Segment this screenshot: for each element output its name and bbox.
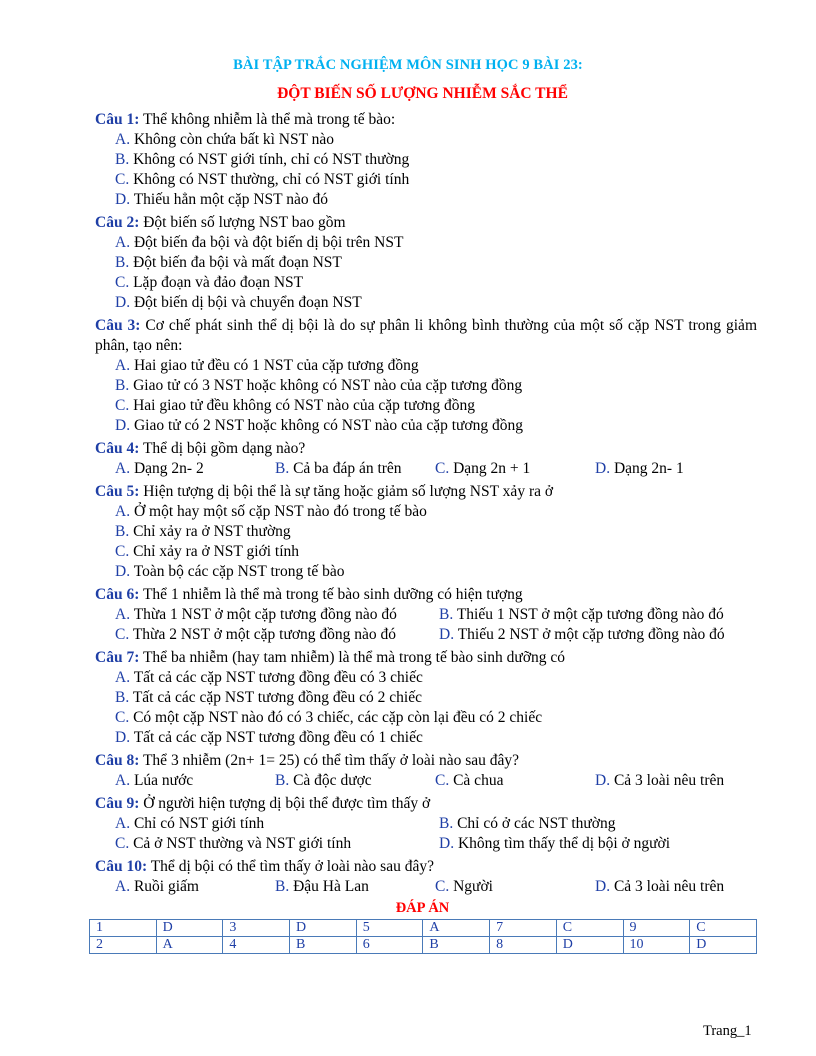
- table-cell: 8: [490, 937, 557, 954]
- question-label: Câu 1:: [95, 111, 140, 128]
- question-text: Thể ba nhiễm (hay tam nhiễm) là thể mà trong tế bào sinh dưỡng có: [142, 649, 566, 666]
- answer-key-table: [89, 919, 757, 954]
- option: C. Chỉ xảy ra ở NST giới tính: [115, 543, 300, 560]
- question-4: [95, 439, 757, 479]
- option: D. Toàn bộ các cặp NST trong tế bào: [115, 563, 345, 580]
- option: A. Dạng 2n- 2: [115, 460, 204, 477]
- option: B. Không có NST giới tính, chỉ có NST thường: [115, 151, 410, 168]
- option: B. Chỉ xảy ra ở NST thường: [115, 523, 291, 540]
- option: C. Thừa 2 NST ở một cặp tương đồng nào đó: [115, 626, 397, 643]
- option: A. Hai giao tử đều có 1 NST của cặp tương đồng: [115, 357, 419, 374]
- question-text: Cơ chế phát sinh thể dị bội là do sự phân li không bình thường của một số cặp NST trong giảm phân, tạo nên:: [95, 317, 757, 354]
- question-label: Câu 6:: [95, 586, 140, 603]
- option: A. Không còn chứa bất kì NST nào: [115, 131, 335, 148]
- option: D. Dạng 2n- 1: [595, 460, 684, 477]
- question-list: [95, 110, 757, 897]
- option: A. Thừa 1 NST ở một cặp tương đồng nào đó: [115, 606, 397, 623]
- option: B. Cả ba đáp án trên: [275, 460, 402, 477]
- question-label: Câu 4:: [95, 440, 140, 457]
- question-6: [95, 585, 757, 645]
- option: D. Không tìm thấy thể dị bội ở người: [439, 835, 671, 852]
- question-label: Câu 9:: [95, 795, 140, 812]
- table-cell: D: [556, 937, 623, 954]
- table-cell: 1: [90, 920, 157, 937]
- option: D. Giao tử có 2 NST hoặc không có NST nào của cặp tương đồng: [115, 417, 523, 434]
- option: D. Cả 3 loài nêu trên: [595, 772, 725, 789]
- option-row: [95, 771, 757, 791]
- option: C. Hai giao tử đều không có NST nào của cặp tương đồng: [115, 397, 476, 414]
- option-row: [95, 625, 757, 645]
- option: A. Lúa nước: [115, 772, 194, 789]
- option: A. Ở một hay một số cặp NST nào đó trong tế bào: [115, 503, 427, 520]
- question-3: [95, 316, 757, 436]
- table-cell: A: [423, 920, 490, 937]
- question-label: Câu 3:: [95, 317, 141, 334]
- table-cell: A: [156, 937, 223, 954]
- table-cell: 2: [90, 937, 157, 954]
- option: B. Đậu Hà Lan: [275, 878, 369, 895]
- table-row: [90, 920, 757, 937]
- table-cell: C: [690, 920, 757, 937]
- option: D. Tất cả các cặp NST tương đồng đều có 1 chiếc: [115, 729, 423, 746]
- question-10: [95, 857, 757, 897]
- option-row: [95, 459, 757, 479]
- option: C. Không có NST thường, chỉ có NST giới tính: [115, 171, 410, 188]
- question-text: Thể 3 nhiễm (2n+ 1= 25) có thể tìm thấy ở loài nào sau đây?: [142, 752, 520, 769]
- question-text: Thể dị bội gồm dạng nào?: [142, 440, 306, 457]
- question-text: Hiện tượng dị bội thể là sự tăng hoặc giảm số lượng NST xảy ra ở: [143, 483, 554, 500]
- option: A. Tất cả các cặp NST tương đồng đều có 3 chiếc: [115, 669, 423, 686]
- option: A. Ruồi giấm: [115, 878, 199, 895]
- table-cell: B: [423, 937, 490, 954]
- question-5: [95, 482, 757, 582]
- option: B. Giao tử có 3 NST hoặc không có NST nào của cặp tương đồng: [115, 377, 523, 394]
- question-text: Thể không nhiễm là thể mà trong tế bào:: [142, 111, 396, 128]
- question-label: Câu 2:: [95, 214, 140, 231]
- page-footer: Trang_1: [703, 1023, 752, 1039]
- option: B. Chỉ có ở các NST thường: [439, 815, 616, 832]
- table-cell: D: [290, 920, 357, 937]
- table-cell: 9: [623, 920, 690, 937]
- option: C. Dạng 2n + 1: [435, 460, 531, 477]
- question-9: [95, 794, 757, 854]
- table-cell: D: [690, 937, 757, 954]
- option-row: [95, 605, 757, 625]
- table-cell: B: [290, 937, 357, 954]
- option: A. Đột biến đa bội và đột biến dị bội trên NST: [115, 234, 404, 251]
- table-cell: 4: [223, 937, 290, 954]
- question-text: Đột biến số lượng NST bao gồm: [143, 214, 346, 231]
- table-cell: 7: [490, 920, 557, 937]
- option: D. Cả 3 loài nêu trên: [595, 878, 725, 895]
- option: C. Lặp đoạn và đảo đoạn NST: [115, 274, 304, 291]
- table-cell: 10: [623, 937, 690, 954]
- table-cell: 6: [356, 937, 423, 954]
- question-label: Câu 8:: [95, 752, 140, 769]
- question-2: [95, 213, 757, 313]
- option-row: [95, 834, 757, 854]
- table-cell: D: [156, 920, 223, 937]
- option: D. Đột biến dị bội và chuyển đoạn NST: [115, 294, 362, 311]
- question-text: Thể 1 nhiễm là thể mà trong tế bào sinh dưỡng có hiện tượng: [142, 586, 523, 603]
- table-cell: 3: [223, 920, 290, 937]
- question-label: Câu 7:: [95, 649, 140, 666]
- option: A. Chỉ có NST giới tính: [115, 815, 265, 832]
- option: C. Có một cặp NST nào đó có 3 chiếc, các cặp còn lại đều có 2 chiếc: [115, 709, 543, 726]
- option: B. Cà độc dược: [275, 772, 372, 789]
- option: D. Thiếu hẳn một cặp NST nào đó: [115, 191, 328, 208]
- document-subtitle: ĐỘT BIẾN SỐ LƯỢNG NHIỄM SẮC THỂ: [277, 85, 568, 102]
- table-cell: 5: [356, 920, 423, 937]
- option: C. Người: [435, 878, 493, 895]
- option: B. Đột biến đa bội và mất đoạn NST: [115, 254, 342, 271]
- question-text: Ở người hiện tượng dị bội thể được tìm thấy ở: [143, 795, 431, 812]
- question-label: Câu 10:: [95, 858, 148, 875]
- question-label: Câu 5:: [95, 483, 140, 500]
- question-8: [95, 751, 757, 791]
- option: B. Tất cả các cặp NST tương đồng đều có 2 chiếc: [115, 689, 422, 706]
- table-cell: C: [556, 920, 623, 937]
- answer-key-title: ĐÁP ÁN: [395, 900, 450, 916]
- question-text: Thể dị bội có thể tìm thấy ở loài nào sau đây?: [150, 858, 434, 875]
- option: C. Cà chua: [435, 772, 504, 789]
- document-title: BÀI TẬP TRẮC NGHIỆM MÔN SINH HỌC 9 BÀI 23:: [233, 57, 583, 73]
- option: B. Thiếu 1 NST ở một cặp tương đồng nào đó: [439, 606, 724, 623]
- option-row: [95, 877, 757, 897]
- option-row: [95, 814, 757, 834]
- table-row: [90, 937, 757, 954]
- option: C. Cả ở NST thường và NST giới tính: [115, 835, 352, 852]
- question-1: [95, 110, 757, 210]
- option: D. Thiếu 2 NST ở một cặp tương đồng nào đó: [439, 626, 725, 643]
- question-7: [95, 648, 757, 748]
